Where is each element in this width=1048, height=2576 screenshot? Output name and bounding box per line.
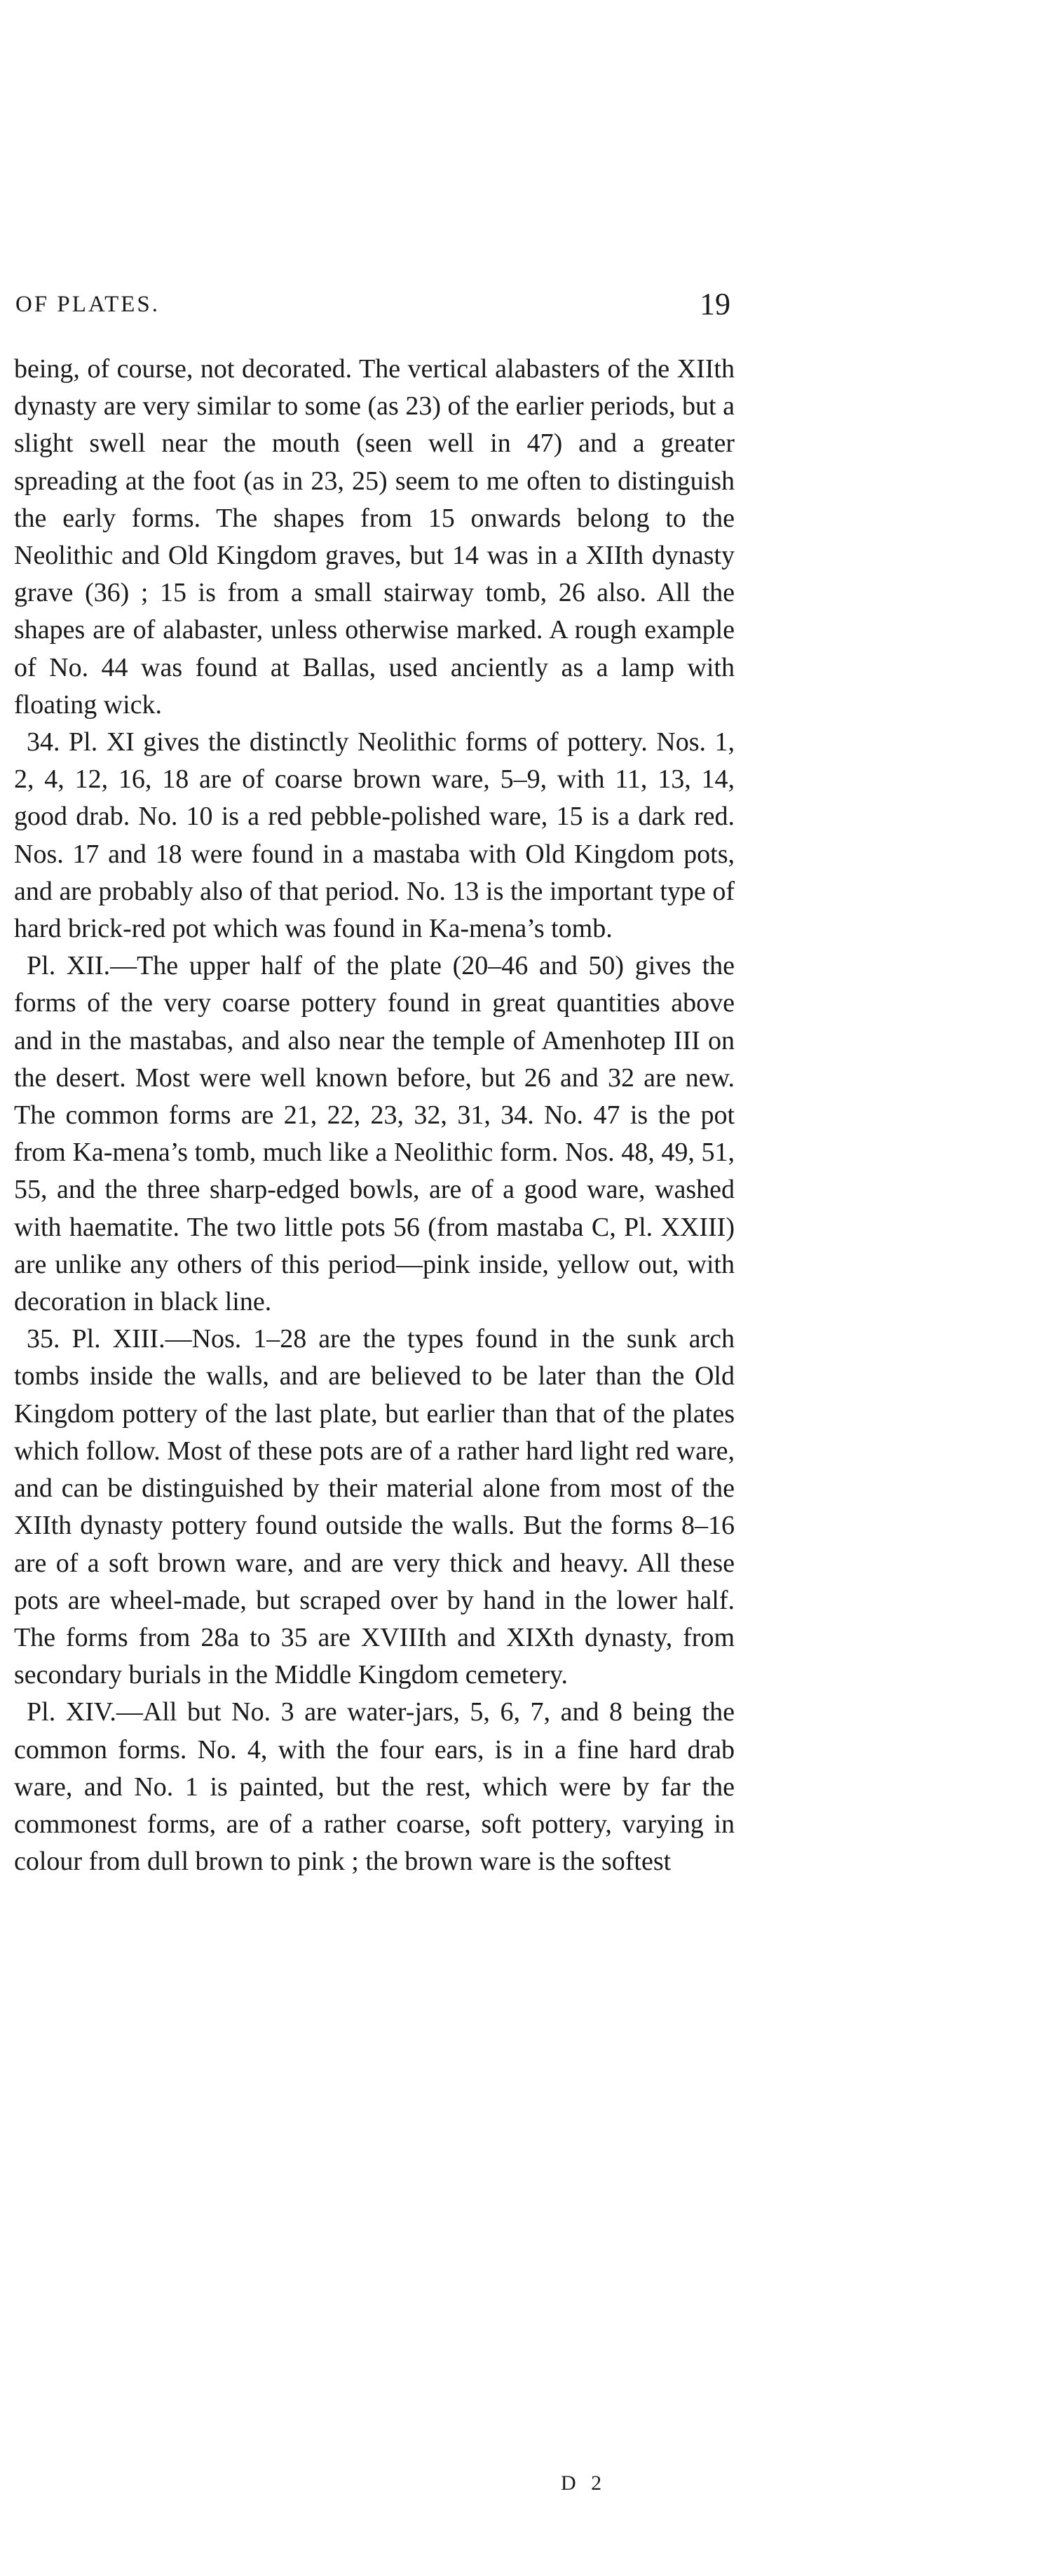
running-title: OF PLATES. [15, 292, 161, 317]
paragraph: Pl. XII.—The upper half of the plate (20–46 and 50) gives the forms of the very coarse pottery found in great quantities above and in the mastabas, and also near the temple of Amenhotep III on the desert. Most were well known before, but 26 and 32 are new. The common forms are 21, 22, 23, 32, 31, 34. No. 47 is the pot from Ka-mena’s tomb, much like a Neolithic form. Nos. 48, 49, 51, 55, and the three sharp-edged bowls, are of a good ware, washed with haematite. The two little pots 56 (from mastaba C, Pl. XXIII) are unlike any others of this period—pink inside, yellow out, with decoration in black line. [14, 951, 735, 1317]
paragraph: Pl. XIV.—All but No. 3 are water-jars, 5, 6, 7, and 8 being the common forms. No. 4, with the four ears, is in a fine hard drab ware, and No. 1 is painted, but the rest, which were by far the commonest forms, are of a rather coarse, soft pottery, varying in colour from dull brown to pink ; the brown ware is the softest [14, 1697, 735, 1877]
running-header [15, 283, 730, 325]
signature-mark: D 2 [561, 2472, 607, 2495]
page-number: 19 [700, 287, 730, 321]
paragraph: 35. Pl. XIII.—Nos. 1–28 are the types found in the sunk arch tombs inside the walls, and are believed to be later than the Old Kingdom pottery of the last plate, but earlier than that of the plates which follow. Most of these pots are of a rather hard light red ware, and can be distinguished by their material alone from most of the XIIth dynasty pottery found outside the walls. But the forms 8–16 are of a soft brown ware, and are very thick and heavy. All these pots are wheel-made, but scraped over by hand in the lower half. The forms from 28a to 35 are XVIIIth and XIXth dynasty, from secondary burials in the Middle Kingdom cemetery. [14, 1324, 735, 1690]
body-text [14, 351, 735, 1880]
paragraph: 34. Pl. XI gives the distinctly Neolithic forms of pottery. Nos. 1, 2, 4, 12, 16, 18 are of coarse brown ware, 5–9, with 11, 13, 14, good drab. No. 10 is a red pebble-polished ware, 15 is a dark red. Nos. 17 and 18 were found in a mastaba with Old Kingdom pots, and are probably also of that period. No. 13 is the important type of hard brick-red pot which was found in Ka-mena’s tomb. [14, 727, 735, 944]
paragraph: being, of course, not decorated. The vertical alabasters of the XIIth dynasty are very similar to some (as 23) of the earlier periods, but a slight swell near the mouth (seen well in 47) and a greater spreading at the foot (as in 23, 25) seem to me often to distinguish the early forms. The shapes from 15 onwards belong to the Neolithic and Old Kingdom graves, but 14 was in a XIIth dynasty grave (36) ; 15 is from a small stairway tomb, 26 also. All the shapes are of alabaster, unless otherwise marked. A rough example of No. 44 was found at Ballas, used anciently as a lamp with floating wick. [14, 354, 735, 720]
